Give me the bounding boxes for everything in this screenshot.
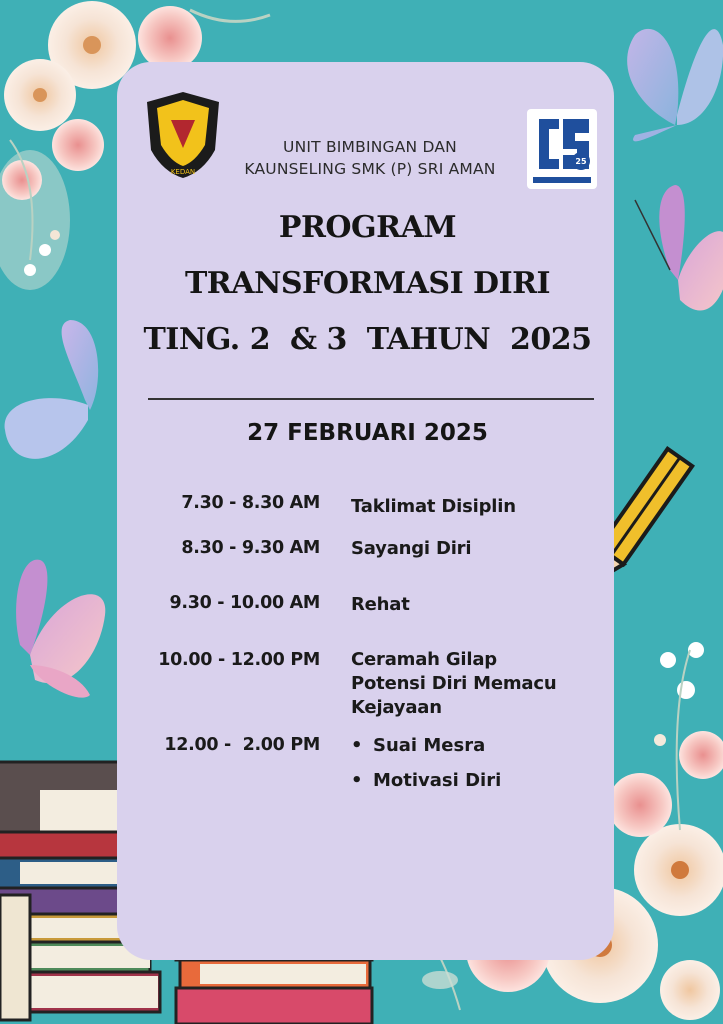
unit-line-1: UNIT BIMBINGAN DAN	[283, 138, 457, 156]
activity-line: Kejayaan	[351, 697, 442, 718]
title-line-2: TRANSFORMASI DIRI	[184, 266, 551, 301]
bullet-text: Suai Mesra	[373, 735, 486, 756]
logo-number: 25	[575, 157, 587, 166]
schedule-activity: Taklimat Disiplin	[351, 496, 516, 517]
schedule-activity-multiline	[351, 648, 611, 720]
title-line-1: PROGRAM	[278, 210, 457, 245]
unit-line-2: KAUNSELING SMK (P) SRI AMAN	[244, 160, 496, 178]
divider	[148, 398, 594, 400]
schedule-time: 10.00 - 12.00 PM	[158, 650, 320, 670]
school-crest-icon	[143, 90, 223, 180]
activity-line: Potensi Diri Memacu	[351, 673, 557, 694]
butterfly-icon	[635, 185, 723, 310]
schedule-activity: Sayangi Diri	[351, 538, 472, 559]
schedule-activity: Rehat	[351, 594, 410, 615]
schedule-time: 12.00 - 2.00 PM	[164, 735, 320, 755]
bullet-item	[351, 770, 501, 791]
bullet-icon: •	[351, 770, 363, 791]
schedule-time: 9.30 - 10.00 AM	[169, 593, 320, 613]
unit-heading	[215, 136, 525, 180]
butterfly-icon	[5, 320, 99, 459]
event-date: 27 FEBRUARI 2025	[247, 420, 488, 446]
title-line-3: TING. 2 & 3 TAHUN 2025	[143, 322, 592, 357]
bullet-text: Motivasi Diri	[373, 770, 502, 791]
butterfly-icon	[16, 560, 105, 698]
schedule-time: 7.30 - 8.30 AM	[181, 493, 320, 513]
butterfly-icon	[627, 29, 723, 141]
program-logo-icon	[527, 109, 597, 189]
schedule-time: 8.30 - 9.30 AM	[181, 538, 320, 558]
bullet-icon: •	[351, 735, 363, 756]
crest-text: KEDAN	[170, 168, 196, 176]
activity-line: Ceramah Gilap	[351, 649, 497, 670]
program-logo	[527, 109, 597, 189]
bullet-item	[351, 735, 485, 756]
